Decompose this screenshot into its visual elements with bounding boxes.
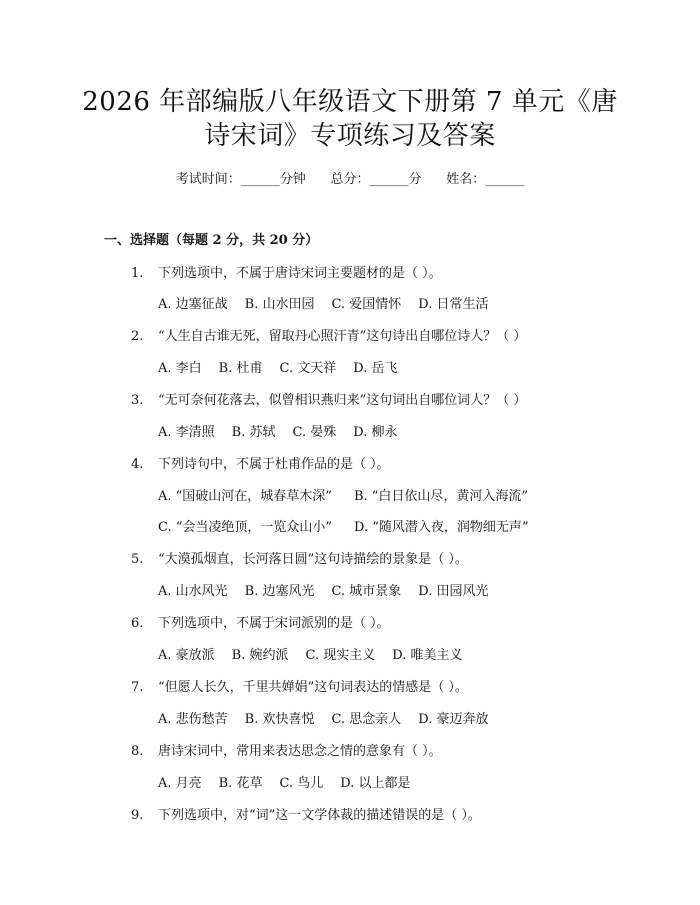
option-d: D. 田园风光 <box>418 584 489 599</box>
exam-info-line: 考试时间：______分钟 总分：______分 姓名：______ <box>175 172 525 187</box>
question-stem: 唐诗宋词中，常用来表达思念之情的意象有（ ）。 <box>158 744 442 759</box>
option-c: C. 晏殊 <box>292 425 337 440</box>
question-stem: 下列诗句中，不属于杜甫作品的是（ ）。 <box>158 457 390 472</box>
option-d: D. 日常生活 <box>418 297 489 312</box>
option-b: B. 欢快喜悦 <box>244 712 315 727</box>
question-number: 2. <box>131 329 144 344</box>
question-3-options <box>158 421 397 440</box>
option-b: B. 杜甫 <box>218 361 263 376</box>
option-a: A. 李白 <box>158 361 202 376</box>
question-3 <box>131 389 526 408</box>
option-a: A. 豪放派 <box>158 648 215 663</box>
option-c: C. 文天祥 <box>279 361 337 376</box>
question-stem: 下列选项中，对“词”这一文学体裁的描述错误的是（ ）。 <box>158 808 481 823</box>
question-6-options <box>158 644 462 663</box>
option-c: C. 爱国情怀 <box>331 297 402 312</box>
question-stem: “无可奈何花落去，似曾相识燕归来”这句词出自哪位词人？（ ） <box>158 393 527 408</box>
option-a: A. “国破山河在，城春草木深” <box>158 489 332 504</box>
option-d: D. 以上都是 <box>340 776 411 791</box>
question-5 <box>131 548 468 567</box>
question-8 <box>131 740 442 759</box>
question-4-options-row-2 <box>158 516 529 535</box>
question-number: 4. <box>131 457 144 472</box>
option-d: D. 柳永 <box>353 425 398 440</box>
option-b: B. 苏轼 <box>231 425 276 440</box>
question-stem: 下列选项中，不属于宋词派别的是（ ）。 <box>158 616 390 631</box>
question-7-options <box>158 708 488 727</box>
option-a: A. 山水风光 <box>158 584 228 599</box>
option-d: D. “随风潜入夜，润物细无声” <box>354 520 529 535</box>
option-a: A. 边塞征战 <box>158 297 228 312</box>
question-8-options <box>158 772 410 791</box>
question-4 <box>131 453 390 472</box>
question-number: 9. <box>131 808 144 823</box>
option-c: C. 城市景象 <box>331 584 402 599</box>
option-b: B. 婉约派 <box>231 648 289 663</box>
question-number: 5. <box>131 552 144 567</box>
document-title-line-1: 2026 年部编版八年级语文下册第 7 单元《唐 <box>82 87 618 117</box>
question-number: 7. <box>131 680 144 695</box>
question-6 <box>131 612 390 631</box>
option-a: A. 月亮 <box>158 776 202 791</box>
question-number: 3. <box>131 393 144 408</box>
option-d: D. 豪迈奔放 <box>418 712 489 727</box>
question-2-options <box>158 357 397 376</box>
question-number: 1. <box>131 266 144 281</box>
section-heading: 一、选择题（每题 2 分，共 20 分） <box>104 233 319 248</box>
question-1 <box>131 262 442 281</box>
option-c: C. 现实主义 <box>305 648 376 663</box>
question-stem: “人生自古谁无死，留取丹心照汗青”这句诗出自哪位诗人？（ ） <box>158 329 527 344</box>
question-1-options <box>158 293 488 312</box>
question-4-options-row-1 <box>158 485 528 504</box>
option-b: B. 山水田园 <box>244 297 315 312</box>
question-number: 8. <box>131 744 144 759</box>
option-c: C. 鸟儿 <box>279 776 324 791</box>
option-b: B. “白日依山尽，黄河入海流” <box>353 489 529 504</box>
option-c: C. “会当凌绝顶，一览众山小” <box>158 520 333 535</box>
question-2 <box>131 325 526 344</box>
option-b: B. 边塞风光 <box>244 584 315 599</box>
option-b: B. 花草 <box>218 776 263 791</box>
option-d: D. 岳飞 <box>353 361 398 376</box>
option-a: A. 悲伤愁苦 <box>158 712 228 727</box>
question-stem: “大漠孤烟直，长河落日圆”这句诗描绘的景象是（ ）。 <box>158 552 468 567</box>
option-c: C. 思念亲人 <box>331 712 402 727</box>
question-stem: “但愿人长久，千里共婵娟”这句词表达的情感是（ ）。 <box>158 680 468 695</box>
document-title-line-2: 诗宋词》专项练习及答案 <box>204 121 496 151</box>
question-9 <box>131 804 481 823</box>
question-stem: 下列选项中，不属于唐诗宋词主要题材的是（ ）。 <box>158 266 442 281</box>
question-number: 6. <box>131 616 144 631</box>
question-7 <box>131 676 468 695</box>
option-d: D. 唯美主义 <box>392 648 463 663</box>
option-a: A. 李清照 <box>158 425 215 440</box>
question-5-options <box>158 580 488 599</box>
